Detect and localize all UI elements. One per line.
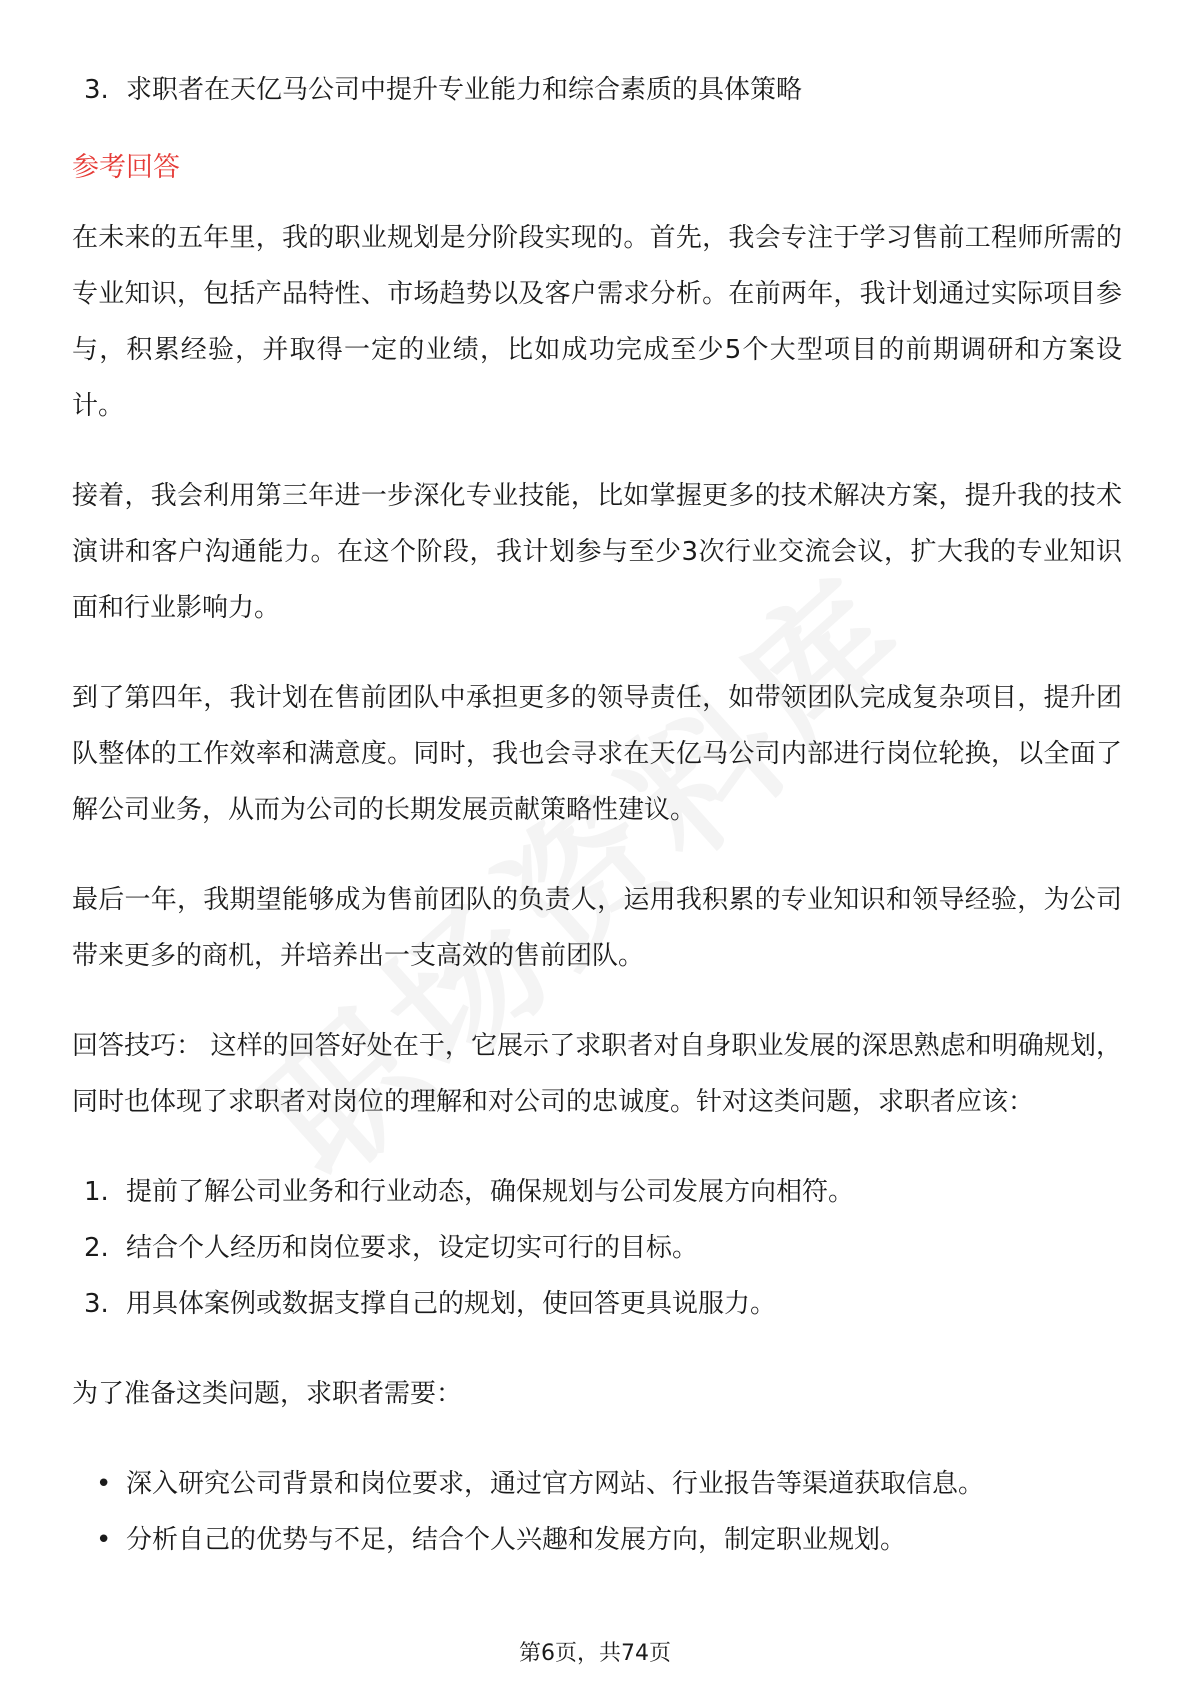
numbered-item-top: [72, 70, 1122, 110]
page-footer: 第6页，共74页: [519, 1641, 671, 1666]
document-body: [72, 70, 1122, 1602]
list-item-text: 提前了解公司业务和行业动态，确保规划与公司发展方向相符。: [126, 1177, 855, 1207]
item-text: 求职者在天亿马公司中提升专业能力和综合素质的具体策略: [126, 75, 803, 105]
paragraph-tips-intro: 回答技巧： 这样的回答好处在于，它展示了求职者对自身职业发展的深思熟虑和明确规划，同时也体现了求职者对岗位的理解和对公司的忠诚度。针对这类问题，求职者应该：: [72, 1031, 1122, 1117]
paragraph-4: 最后一年，我期望能够成为售前团队的负责人，运用我积累的专业知识和领导经验，为公司带来更多的商机，并培养出一支高效的售前团队。: [72, 885, 1122, 971]
list-item: [72, 1512, 1122, 1568]
list-item-text: 用具体案例或数据支撑自己的规划，使回答更具说服力。: [126, 1289, 777, 1319]
list-number: 1.: [84, 1177, 109, 1207]
list-number: 3.: [84, 1289, 109, 1319]
list-item-text: 结合个人经历和岗位要求，设定切实可行的目标。: [126, 1233, 699, 1263]
paragraph-prep-intro: 为了准备这类问题，求职者需要：: [72, 1379, 463, 1409]
item-number: 3.: [84, 75, 109, 105]
bullet-icon: •: [96, 1525, 112, 1555]
list-number: 2.: [84, 1233, 109, 1263]
list-item: [72, 1276, 1122, 1332]
paragraph-3: 到了第四年，我计划在售前团队中承担更多的领导责任，如带领团队完成复杂项目，提升团队整体的工作效率和满意度。同时，我也会寻求在天亿马公司内部进行岗位轮换，以全面了解公司业务，从而为公司的长期发展贡献策略性建议。: [72, 683, 1122, 825]
list-item: [72, 1220, 1122, 1276]
list-item-text: 深入研究公司背景和岗位要求，通过官方网站、行业报告等渠道获取信息。: [126, 1469, 985, 1499]
list-item-text: 分析自己的优势与不足，结合个人兴趣和发展方向，制定职业规划。: [126, 1525, 907, 1555]
paragraph-2: 接着，我会利用第三年进一步深化专业技能，比如掌握更多的技术解决方案，提升我的技术演讲和客户沟通能力。在这个阶段，我计划参与至少3次行业交流会议，扩大我的专业知识面和行业影响力。: [72, 481, 1122, 623]
prep-list: [72, 1456, 1122, 1568]
list-item: [72, 1456, 1122, 1512]
tips-list: [72, 1164, 1122, 1332]
list-item: [72, 1164, 1122, 1220]
paragraph-1: 在未来的五年里，我的职业规划是分阶段实现的。首先，我会专注于学习售前工程师所需的专业知识，包括产品特性、市场趋势以及客户需求分析。在前两年，我计划通过实际项目参与，积累经验，并取得一定的业绩，比如成功完成至少5个大型项目的前期调研和方案设计。: [72, 223, 1122, 421]
section-title: 参考回答: [72, 152, 180, 183]
bullet-icon: •: [96, 1469, 112, 1499]
